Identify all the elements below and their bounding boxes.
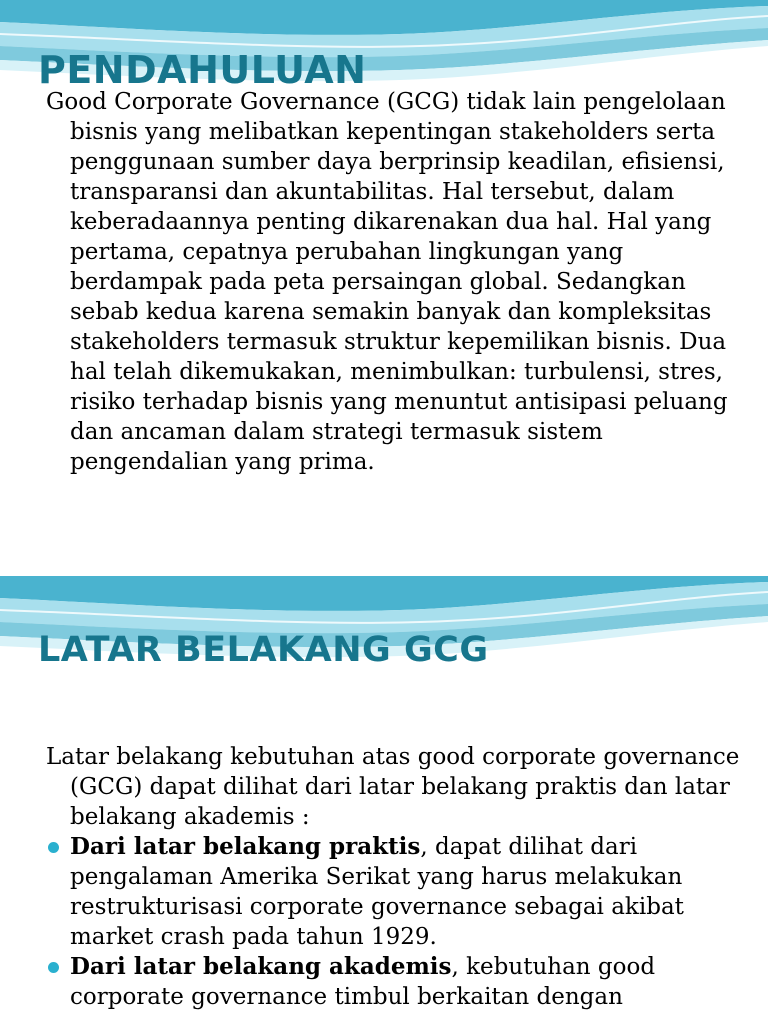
- slide-title: LATAR BELAKANG GCG: [38, 630, 489, 670]
- bullet-item: [46, 952, 746, 1012]
- slide-body: [46, 742, 746, 1012]
- bullet-lead: Dari latar belakang akademis: [70, 953, 452, 980]
- bullet-dot-icon: [48, 962, 59, 973]
- bullet-text: , kebutuhan good corporate governance timbul berkaitan dengan: [70, 954, 656, 1010]
- body-paragraph: Good Corporate Governance (GCG) tidak lain pengelolaan bisnis yang melibatkan kepentingan stakeholders serta penggunaan sumber daya berprinsip keadilan, efisiensi, transparansi dan akuntabilitas. Hal tersebut, dalam keberadaannya penting dikarenakan dua hal. Hal yang pertama, cepatnya perubahan lingkungan yang berdampak pada peta persaingan global. Sedangkan sebab kedua karena semakin banyak dan kompleksitas stakeholders termasuk struktur kepemilikan bisnis. Dua hal telah dikemukakan, menimbulkan: turbulensi, stres, risiko terhadap bisnis yang menuntut antisipasi peluang dan ancaman dalam strategi termasuk sistem pengendalian yang prima.: [46, 89, 728, 475]
- bullet-lead: Dari latar belakang praktis: [70, 833, 421, 860]
- bullet-item: [46, 832, 746, 952]
- slide-body: [46, 87, 746, 477]
- slide-latar-belakang: [0, 576, 768, 1024]
- slide-title: PENDAHULUAN: [38, 48, 367, 92]
- bullet-list: [46, 832, 746, 1012]
- intro-paragraph: Latar belakang kebutuhan atas good corporate governance (GCG) dapat dilihat dari latar belakang praktis dan latar belakang akademis :: [46, 744, 740, 830]
- bullet-text: , dapat dilihat dari pengalaman Amerika Serikat yang harus melakukan restrukturisasi corporate governance sebagai akibat market crash pada tahun 1929.: [70, 834, 684, 950]
- bullet-dot-icon: [48, 842, 59, 853]
